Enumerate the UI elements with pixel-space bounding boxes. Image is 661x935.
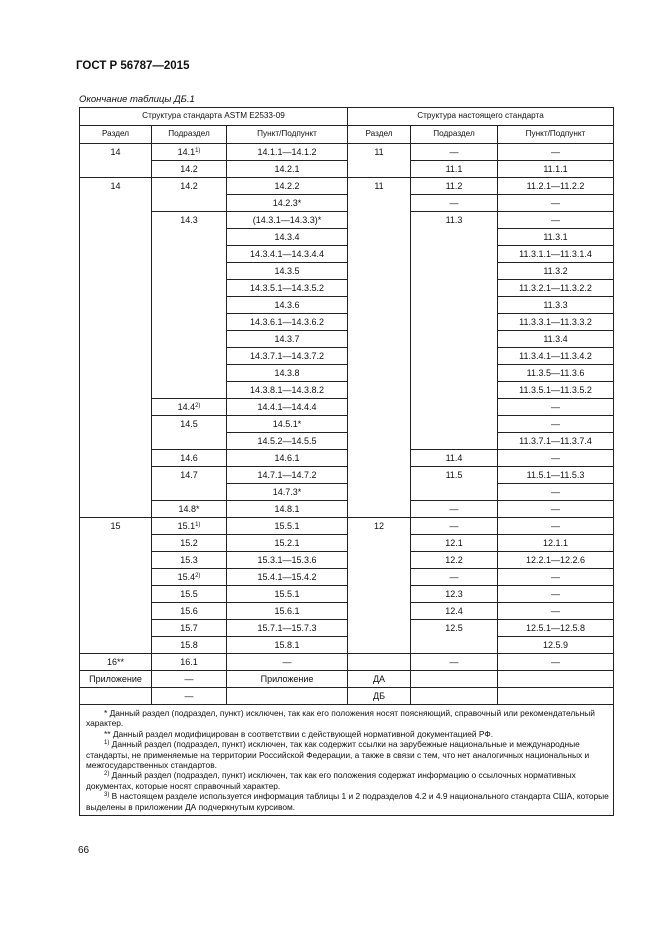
table-cell: 12.4 [411, 603, 498, 620]
table-cell [348, 484, 411, 501]
table-cell: 15.2 [152, 535, 227, 552]
table-cell: 11.3.5.1—11.3.5.2 [498, 382, 614, 399]
table-cell: 15.7 [152, 620, 227, 637]
table-cell: 11.3.5—11.3.6 [498, 365, 614, 382]
table-cell: 14.4$^{2)}$ [152, 399, 227, 416]
table-cell [348, 450, 411, 467]
table-cell: 12.2.1—12.2.6 [498, 552, 614, 569]
table-cell: — [152, 688, 227, 705]
table-cell: 14.7 [152, 467, 227, 484]
table-cell: 11.5 [411, 467, 498, 484]
table-cell [348, 297, 411, 314]
document-header: ГОСТ Р 56787—2015 [76, 60, 190, 72]
table-cell [152, 331, 227, 348]
table-cell [411, 637, 498, 654]
table-cell [80, 331, 152, 348]
table-cell: 14.2 [152, 161, 227, 178]
table-cell [348, 467, 411, 484]
table-row [80, 484, 614, 501]
table-row [80, 178, 614, 195]
table-cell [152, 263, 227, 280]
table-cell [80, 586, 152, 603]
table-cell: 14.1$^{1)}$ [152, 144, 227, 161]
table-cell [80, 552, 152, 569]
table-cell [80, 501, 152, 518]
table-cell [80, 688, 152, 705]
table-cell [80, 195, 152, 212]
column-header: Пункт/Подпункт [498, 126, 614, 144]
table-row [80, 450, 614, 467]
table-cell [411, 433, 498, 450]
table-row [80, 399, 614, 416]
table-cell [348, 212, 411, 229]
table-row [80, 586, 614, 603]
table-cell: 11.3.1.1—11.3.1.4 [498, 246, 614, 263]
table-cell: 12.5.9 [498, 637, 614, 654]
table-cell: 11.1 [411, 161, 498, 178]
table-cell [152, 314, 227, 331]
table-cell: 11 [348, 178, 411, 195]
table-cell [411, 688, 498, 705]
table-cell [348, 365, 411, 382]
table-cell [348, 433, 411, 450]
table-cell [348, 501, 411, 518]
table-row [80, 331, 614, 348]
table-cell: 16** [80, 654, 152, 671]
table-notes [80, 705, 614, 816]
table-cell: 12.5.1—12.5.8 [498, 620, 614, 637]
column-header: Подраздел [411, 126, 498, 144]
table-cell [411, 314, 498, 331]
table-cell: 11.3.3.1—11.3.3.2 [498, 314, 614, 331]
table-cell: 14.3.7.1—14.3.7.2 [227, 348, 348, 365]
table-row [80, 195, 614, 212]
table-cell: 14.3.4 [227, 229, 348, 246]
table-cell [152, 365, 227, 382]
table-cell: 14.3.6 [227, 297, 348, 314]
table-cell [80, 467, 152, 484]
table-row [80, 620, 614, 637]
table-cell: 11.3.2.1—11.3.2.2 [498, 280, 614, 297]
table-row [80, 569, 614, 586]
table-cell [411, 297, 498, 314]
table-cell: 11.5.1—11.5.3 [498, 467, 614, 484]
table-cell: 14.6 [152, 450, 227, 467]
table-cell: 14.5 [152, 416, 227, 433]
table-cell: 14.7.1—14.7.2 [227, 467, 348, 484]
table-notes-row [80, 705, 614, 816]
footnote-mark: 2) [195, 573, 201, 579]
table-group-header [80, 108, 614, 126]
table-cell [80, 161, 152, 178]
table-cell: 11.3.7.1—11.3.7.4 [498, 433, 614, 450]
table-cell: 14 [80, 178, 152, 195]
table-cell: 15 [80, 518, 152, 535]
table-cell: — [498, 654, 614, 671]
table-cell: — [498, 416, 614, 433]
table-cell [348, 314, 411, 331]
table-cell [411, 399, 498, 416]
table-cell: — [411, 569, 498, 586]
table-cell [80, 212, 152, 229]
column-header: Раздел [80, 126, 152, 144]
column-header: Раздел [348, 126, 411, 144]
table-cell [152, 246, 227, 263]
table-cell: 14 [80, 144, 152, 161]
table-row [80, 603, 614, 620]
table-row [80, 637, 614, 654]
table-cell [348, 552, 411, 569]
table-cell [80, 450, 152, 467]
table-row [80, 382, 614, 399]
table-cell: — [498, 484, 614, 501]
table-cell: 14.3.8.1—14.3.8.2 [227, 382, 348, 399]
table-cell [498, 688, 614, 705]
footnote-mark: 1) [195, 522, 201, 528]
table-cell [411, 416, 498, 433]
table-cell [411, 280, 498, 297]
note: ** Данный раздел модифицирован в соответствии с действующей нормативной документацией РФ. [104, 728, 494, 739]
table-cell [348, 246, 411, 263]
table-cell: — [498, 586, 614, 603]
table-cell [227, 688, 348, 705]
table-cell: 11.3.2 [498, 263, 614, 280]
table-cell [348, 586, 411, 603]
table-cell: 11.3.4 [498, 331, 614, 348]
table-cell: — [498, 501, 614, 518]
table-cell: 15.5.1 [227, 518, 348, 535]
table-column-header [80, 126, 614, 144]
table-cell [348, 603, 411, 620]
table-cell: — [411, 654, 498, 671]
table-row [80, 280, 614, 297]
table-cell [80, 433, 152, 450]
table-cell [80, 637, 152, 654]
table-cell: 11.2 [411, 178, 498, 195]
table-cell: 15.8 [152, 637, 227, 654]
table-cell [348, 161, 411, 178]
table-cell: 11.1.1 [498, 161, 614, 178]
table-cell: 14.1.1—14.1.2 [227, 144, 348, 161]
column-header: Пункт/Подпункт [227, 126, 348, 144]
table-cell: — [411, 501, 498, 518]
table-row [80, 688, 614, 705]
table-cell: 14.8.1 [227, 501, 348, 518]
group-right-header: Структура настоящего стандарта [348, 108, 614, 126]
table-cell: 14.8* [152, 501, 227, 518]
table-cell [80, 382, 152, 399]
table-cell [411, 263, 498, 280]
table-cell [411, 331, 498, 348]
table-cell [152, 382, 227, 399]
table-cell [80, 280, 152, 297]
table-cell: 14.6.1 [227, 450, 348, 467]
table-cell: 15.5 [152, 586, 227, 603]
table-cell [152, 297, 227, 314]
table-row [80, 365, 614, 382]
table-cell: 14.3.8 [227, 365, 348, 382]
note: * Данный раздел (подраздел, пункт) исключен, так как его положения носят поясняющий, справочный или рекомендательный характер. [86, 708, 595, 729]
table-cell [348, 263, 411, 280]
table-cell [152, 348, 227, 365]
table-cell: Приложение [80, 671, 152, 688]
table-cell: ДБ [348, 688, 411, 705]
table-body [80, 144, 614, 705]
table-cell: 11.3.4.1—11.3.4.2 [498, 348, 614, 365]
table-cell: 14.3.6.1—14.3.6.2 [227, 314, 348, 331]
table-cell: — [498, 195, 614, 212]
table-cell [348, 637, 411, 654]
table-cell [80, 569, 152, 586]
correspondence-table [79, 107, 614, 816]
table-cell [80, 348, 152, 365]
table-row [80, 144, 614, 161]
column-header: Подраздел [152, 126, 227, 144]
table-cell [348, 654, 411, 671]
table-cell [152, 229, 227, 246]
table-cell [152, 484, 227, 501]
table-cell [348, 331, 411, 348]
table-cell: 15.4$^{2)}$ [152, 569, 227, 586]
table-cell [411, 348, 498, 365]
table-row [80, 297, 614, 314]
table-cell [411, 484, 498, 501]
table-cell [348, 416, 411, 433]
table-row [80, 467, 614, 484]
table-cell: 15.7.1—15.7.3 [227, 620, 348, 637]
table-cell [152, 195, 227, 212]
table-cell: 11.3 [411, 212, 498, 229]
table-cell: 14.2.2 [227, 178, 348, 195]
table-cell [348, 382, 411, 399]
table-row [80, 654, 614, 671]
table-cell [80, 365, 152, 382]
table-cell: 15.2.1 [227, 535, 348, 552]
table-cell: 12.3 [411, 586, 498, 603]
table-cell: 11.3.1 [498, 229, 614, 246]
table-row [80, 263, 614, 280]
table-cell: 15.3 [152, 552, 227, 569]
table-cell: 16.1 [152, 654, 227, 671]
table-cell [411, 246, 498, 263]
table-row [80, 314, 614, 331]
table-row [80, 518, 614, 535]
table-cell [348, 569, 411, 586]
table-cell [80, 416, 152, 433]
table-cell: 15.8.1 [227, 637, 348, 654]
table-row [80, 552, 614, 569]
table-cell: — [498, 603, 614, 620]
table-cell: (14.3.1—14.3.3)* [227, 212, 348, 229]
table-cell [80, 263, 152, 280]
table-cell: — [411, 144, 498, 161]
table-cell: 12.1.1 [498, 535, 614, 552]
group-left-header: Структура стандарта ASTM E2533-09 [80, 108, 348, 126]
table-cell [411, 365, 498, 382]
table-cell: 15.6 [152, 603, 227, 620]
table-cell [80, 297, 152, 314]
table-cell [152, 280, 227, 297]
table-cell: 15.4.1—15.4.2 [227, 569, 348, 586]
table-cell [80, 229, 152, 246]
table-row [80, 161, 614, 178]
table-cell: 14.5.2—14.5.5 [227, 433, 348, 450]
table-cell [152, 433, 227, 450]
table-cell [80, 399, 152, 416]
table-cell: 15.5.1 [227, 586, 348, 603]
table-cell: — [498, 144, 614, 161]
table-row [80, 671, 614, 688]
table-cell: 12.2 [411, 552, 498, 569]
table-cell: 12.1 [411, 535, 498, 552]
table-cell [348, 399, 411, 416]
table-cell: 12.5 [411, 620, 498, 637]
table-row [80, 501, 614, 518]
table-cell: ДА [348, 671, 411, 688]
table-cell [80, 535, 152, 552]
table-cell [80, 620, 152, 637]
table-cell: Приложение [227, 671, 348, 688]
table-cell: 11.2.1—11.2.2 [498, 178, 614, 195]
table-row [80, 212, 614, 229]
table-cell: — [411, 195, 498, 212]
table-cell [348, 195, 411, 212]
table-cell: — [411, 518, 498, 535]
table-row [80, 535, 614, 552]
table-cell: 14.3.4.1—14.3.4.4 [227, 246, 348, 263]
footnote-mark: 2) [195, 403, 201, 409]
table-caption: Окончание таблицы ДБ.1 [79, 94, 195, 105]
table-row [80, 246, 614, 263]
table-cell [498, 671, 614, 688]
table-cell: 14.7.3* [227, 484, 348, 501]
table-cell: — [152, 671, 227, 688]
footnote-mark: 1) [195, 148, 201, 154]
table-row [80, 416, 614, 433]
note: $^{2)}$ Данный раздел (подраздел, пункт) исключен, так как его положения содержат информацию о ссылочных нормативных документах, которые носят справочный характер. [86, 770, 576, 791]
table-cell [348, 229, 411, 246]
table-cell: 14.4.1—14.4.4 [227, 399, 348, 416]
table-cell: 11 [348, 144, 411, 161]
table-cell: — [498, 399, 614, 416]
table-cell: 14.5.1* [227, 416, 348, 433]
table-cell [80, 603, 152, 620]
table-cell [80, 246, 152, 263]
table-row [80, 348, 614, 365]
table-cell: — [498, 212, 614, 229]
table-row [80, 229, 614, 246]
table-cell: 14.3.5 [227, 263, 348, 280]
table-cell: — [498, 450, 614, 467]
table-row [80, 433, 614, 450]
table-cell: 14.2 [152, 178, 227, 195]
table-cell: 11.4 [411, 450, 498, 467]
table-cell: 14.2.3* [227, 195, 348, 212]
table-cell [348, 535, 411, 552]
table-cell: 12 [348, 518, 411, 535]
table-cell: 15.6.1 [227, 603, 348, 620]
table-cell: 15.1$^{1)}$ [152, 518, 227, 535]
table-cell: 14.3.7 [227, 331, 348, 348]
page-number: 66 [78, 845, 90, 856]
table-cell: — [498, 569, 614, 586]
table-cell [411, 229, 498, 246]
table-cell: — [498, 518, 614, 535]
table-cell: 11.3.3 [498, 297, 614, 314]
note: $^{3)}$ В настоящем разделе используется информация таблицы 1 и 2 подразделов 4.2 и 4.9 национального стандарта США, которые выделены в приложении ДА подчеркнутым курсивом. [86, 791, 609, 812]
table-cell [348, 280, 411, 297]
table-cell: 14.3 [152, 212, 227, 229]
table-cell [411, 382, 498, 399]
table-cell: 14.3.5.1—14.3.5.2 [227, 280, 348, 297]
table-cell [348, 620, 411, 637]
table-cell [80, 314, 152, 331]
note: $^{1)}$ Данный раздел (подраздел, пункт) исключен, так как содержит ссылки на зарубежные национальные и международные стандарты, не применяемые на территории Российской Федерации, а также в связи с тем, что нет аналогичных национальных и межгосударственных стандартов. [86, 739, 590, 771]
table-cell: 15.3.1—15.3.6 [227, 552, 348, 569]
table-cell [348, 348, 411, 365]
table-cell: — [227, 654, 348, 671]
table-cell: 14.2.1 [227, 161, 348, 178]
table-cell [411, 671, 498, 688]
table-cell [80, 484, 152, 501]
